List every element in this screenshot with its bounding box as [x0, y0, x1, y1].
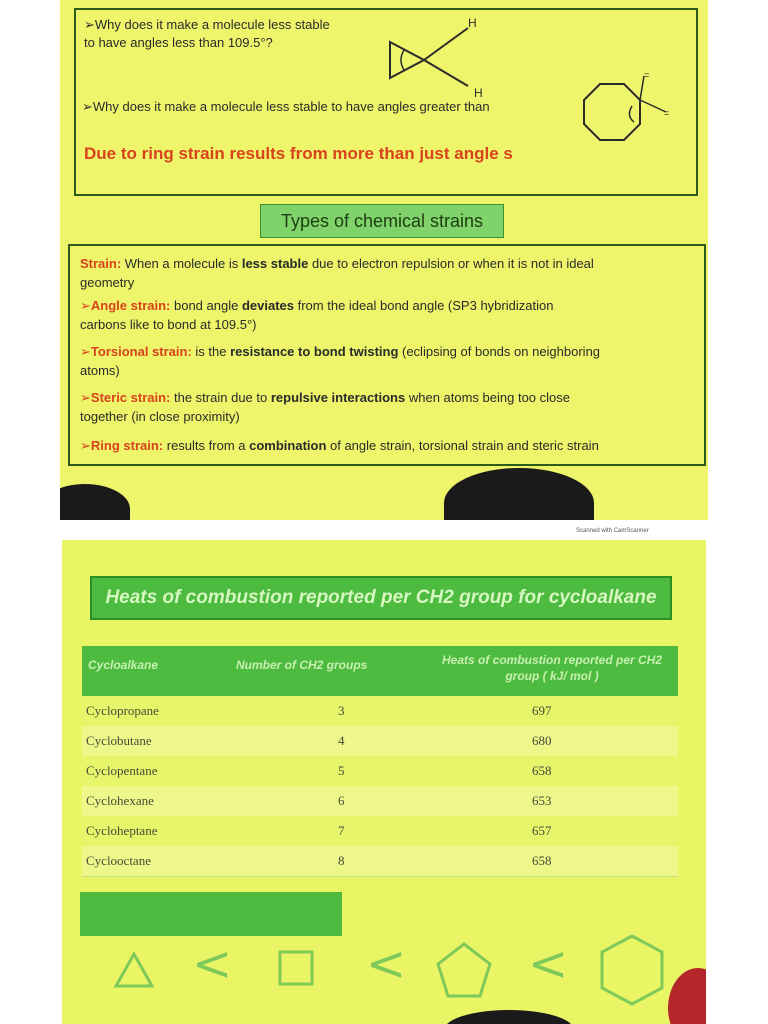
red-object	[668, 968, 706, 1024]
table-row	[82, 786, 678, 817]
torsional-strain-definition	[80, 342, 700, 380]
strain-slide	[60, 0, 708, 520]
ring-strain-text: of angle strain, torsional strain and steric strain	[326, 438, 599, 453]
cell-heat: 697	[532, 703, 552, 718]
header-ch2-count: Number of CH2 groups	[236, 658, 368, 672]
cell-cycloalkane: Cyclooctane	[86, 853, 151, 868]
strain-definition	[80, 254, 700, 292]
cell-heat: 657	[532, 823, 552, 838]
triangle-icon	[112, 950, 156, 990]
green-bar	[80, 892, 342, 936]
angle-strain-text-bold: deviates	[241, 298, 294, 313]
h-label-top: H	[468, 16, 477, 30]
cyclooctane-diagram-icon	[560, 72, 680, 158]
table-row	[82, 756, 678, 787]
steric-strain-text-bold: repulsive interactions	[270, 390, 406, 405]
ring-strain-text-bold: combination	[249, 438, 327, 453]
cell-cycloalkane: Cyclohexane	[86, 793, 154, 808]
arrow-icon: ➢	[80, 438, 91, 453]
cell-ch2-count: 6	[338, 793, 345, 808]
less-than-symbol: <	[192, 936, 233, 992]
question-line-1: ➢Why does it make a molecule less stable	[84, 17, 330, 32]
cell-ch2-count: 3	[338, 703, 345, 718]
angle-strain-text: carbons like to bond at 109.5°)	[80, 317, 257, 332]
angle-strain-term: Angle strain:	[90, 298, 171, 313]
strain-definitions-box	[68, 244, 706, 466]
question-angles-less	[84, 16, 330, 52]
strain-term: Strain:	[80, 256, 122, 271]
angle-strain-definition	[80, 296, 700, 334]
combustion-slide	[62, 540, 706, 1024]
torsional-strain-text-bold: resistance to bond twisting	[230, 344, 399, 359]
combustion-heading: Heats of combustion reported per CH2 group for cycloalkane	[90, 576, 672, 620]
table-row	[82, 846, 678, 877]
cell-ch2-count: 7	[338, 823, 345, 838]
hexagon-icon	[598, 932, 666, 1008]
cell-cycloalkane: Cyclobutane	[86, 733, 152, 748]
questions-box	[74, 8, 698, 196]
cell-cycloalkane: Cyclopropane	[86, 703, 159, 718]
cell-heat: 653	[532, 793, 552, 808]
svg-text:=: =	[644, 72, 650, 80]
table-body	[82, 696, 678, 876]
ring-strain-note: Due to ring strain results from more than just angle s	[84, 144, 513, 163]
arrow-icon: ➢	[80, 390, 91, 405]
torsional-strain-text: atoms)	[80, 363, 120, 378]
arrow-icon: ➢	[80, 344, 91, 359]
table-header	[82, 646, 678, 696]
steric-strain-text: the strain due to	[170, 390, 271, 405]
angle-strain-text: from the ideal bond angle (SP3 hybridization	[294, 298, 554, 313]
strain-text: When a molecule is	[121, 256, 242, 271]
torsional-strain-text: is the	[191, 344, 231, 359]
torsional-strain-text: (eclipsing of bonds on neighboring	[398, 344, 601, 359]
strain-text-bold: less stable	[241, 256, 309, 271]
angle-strain-text: bond angle	[170, 298, 242, 313]
steric-strain-text: when atoms being too close	[405, 390, 571, 405]
cell-heat: 680	[532, 733, 552, 748]
strain-text: due to electron repulsion or when it is not in ideal	[308, 256, 594, 271]
question-angles-greater: ➢Why does it make a molecule less stable to have angles greater than	[82, 99, 490, 114]
ring-strain-text: results from a	[163, 438, 250, 453]
audience-silhouette	[60, 484, 130, 520]
cell-ch2-count: 4	[338, 733, 345, 748]
strain-text: geometry	[80, 275, 135, 290]
torsional-strain-term: Torsional strain:	[90, 344, 192, 359]
steric-strain-text: together (in close proximity)	[80, 409, 240, 424]
table-row	[82, 696, 678, 727]
cell-heat: 658	[532, 853, 552, 868]
arrow-icon: ➢	[80, 298, 91, 313]
less-than-symbol: <	[366, 936, 407, 992]
table-row	[82, 816, 678, 847]
steric-strain-definition	[80, 388, 700, 426]
pentagon-icon	[434, 940, 494, 1000]
cell-ch2-count: 8	[338, 853, 345, 868]
cell-cycloalkane: Cycloheptane	[86, 823, 158, 838]
ring-strain-term: Ring strain:	[90, 438, 164, 453]
audience-silhouette	[444, 1010, 574, 1024]
steric-strain-term: Steric strain:	[90, 390, 171, 405]
cell-ch2-count: 5	[338, 763, 345, 778]
scanner-watermark: Scanned with CamScanner	[576, 528, 649, 534]
ring-strain-definition	[80, 436, 700, 455]
cell-heat: 658	[532, 763, 552, 778]
audience-silhouette	[444, 468, 594, 520]
header-heat: Heats of combustion reported per CH2 group ( kJ/ mol )	[441, 653, 663, 683]
types-of-strains-heading: Types of chemical strains	[260, 204, 504, 238]
header-cycloalkane: Cycloalkane	[88, 658, 159, 672]
svg-text:=: =	[664, 108, 670, 118]
square-icon	[276, 948, 316, 988]
cell-cycloalkane: Cyclopentane	[86, 763, 158, 778]
table-row	[82, 726, 678, 757]
h-label-bottom: H	[474, 86, 483, 100]
less-than-symbol: <	[528, 936, 569, 992]
question-line-2: to have angles less than 109.5°?	[84, 35, 273, 50]
